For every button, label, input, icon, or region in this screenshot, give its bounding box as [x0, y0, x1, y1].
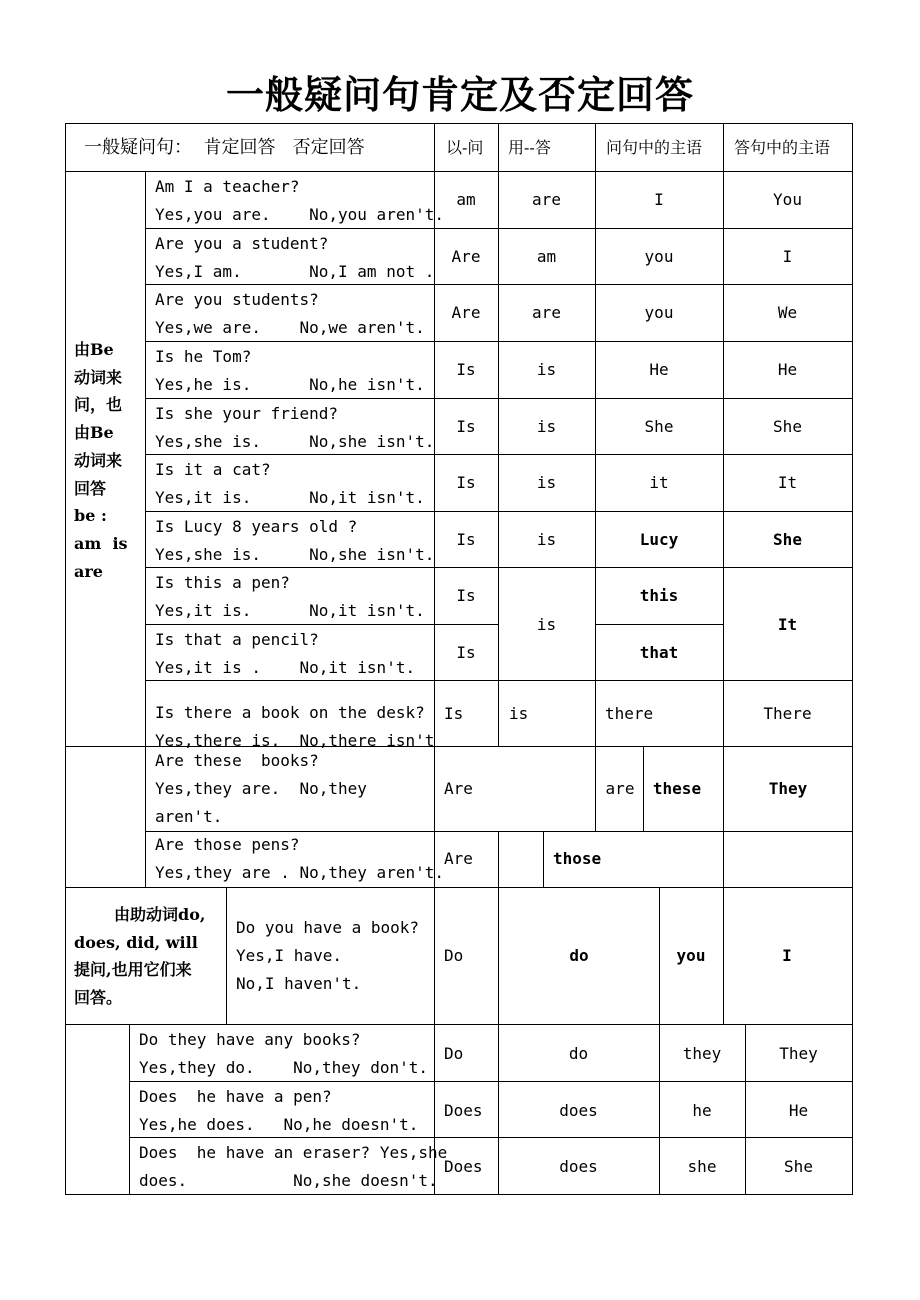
table-rule	[145, 454, 853, 455]
question-subject-cell: you	[676, 946, 706, 965]
question-subject-cell: Lucy	[639, 530, 679, 549]
answer-text: Yes,she is. No,she isn't.	[155, 432, 435, 451]
be-verb-group-label	[74, 336, 144, 585]
question-subject-cell: that	[639, 643, 679, 662]
side-line: 由Be	[74, 340, 114, 359]
answer-text: Yes,they are . No,they aren't.	[155, 863, 444, 882]
table-rule	[434, 1024, 435, 1195]
table-rule	[129, 1137, 853, 1138]
table-rule	[145, 680, 853, 681]
answer-text: Yes,he does. No,he doesn't.	[139, 1115, 419, 1134]
question-text: Are those pens?	[155, 835, 300, 854]
ask-with-cell: Are	[451, 247, 481, 266]
table-rule	[595, 123, 596, 172]
answer-subject-cell: I	[782, 946, 792, 965]
answer-subject-cell: You	[773, 190, 802, 209]
answer-with-cell: is	[509, 704, 529, 723]
side-line: 回答	[74, 478, 107, 498]
table-rule	[145, 567, 853, 568]
header-question-column: 一般疑问句： 肯定回答 否定回答	[84, 137, 365, 158]
answer-with-cell: am	[536, 247, 557, 266]
question-text: Are you a student?	[155, 234, 329, 253]
answer-text: Yes,it is. No,it isn't.	[155, 601, 425, 620]
ask-with-cell: Is	[444, 704, 464, 723]
question-subject-cell: this	[639, 586, 679, 605]
answer-with-cell: do	[568, 1044, 589, 1063]
question-subject-cell: it	[649, 473, 669, 492]
table-rule	[145, 341, 853, 342]
table-rule	[129, 1081, 853, 1082]
question-subject-cell: those	[553, 849, 602, 868]
table-rule	[65, 746, 146, 747]
answer-subject-cell: There	[763, 704, 812, 723]
question-subject-cell: I	[654, 190, 664, 209]
question-subject-cell: She	[644, 417, 674, 436]
side-line: 由Be	[74, 423, 114, 443]
question-subject-cell: they	[682, 1044, 722, 1063]
answer-text: Yes,it is . No,it isn't.	[155, 658, 416, 677]
answer-subject-cell: We	[777, 303, 798, 322]
question-subject-cell: He	[649, 360, 669, 379]
answer-with-cell: are	[532, 190, 561, 209]
table-rule	[543, 831, 544, 888]
ask-with-cell: Do	[444, 946, 464, 965]
ask-with-cell: Is	[456, 586, 476, 605]
question-text: Do you have a book?	[236, 918, 420, 937]
question-text: Is he Tom?	[155, 347, 252, 366]
table-rule	[498, 123, 499, 172]
question-subject-cell: these	[652, 779, 702, 798]
answer-subject-cell: He	[777, 360, 798, 379]
question-text: Are you students?	[155, 290, 319, 309]
side-line: 动词来	[74, 367, 123, 387]
answer-text: Yes,you are. No,you aren't.	[155, 205, 444, 224]
table-border-left	[65, 123, 66, 1195]
table-rule	[434, 887, 435, 1025]
answer-subject-cell: They	[779, 1044, 818, 1063]
table-rule	[65, 1024, 853, 1025]
side-line: are	[74, 561, 103, 581]
answer-with-cell: is	[536, 530, 557, 549]
answer-text: Yes,it is. No,it isn't.	[155, 488, 425, 507]
page-title: 一般疑问句肯定及否定回答	[225, 72, 694, 117]
question-subject-cell: he	[692, 1101, 712, 1120]
question-text: Does he have an eraser? Yes,she	[139, 1143, 448, 1162]
table-rule	[498, 831, 499, 888]
question-text: Are these books?	[155, 751, 319, 770]
ask-with-cell: Do	[444, 1044, 464, 1063]
side-line: 回答。	[74, 988, 123, 1008]
table-border-top	[65, 123, 853, 124]
ask-with-cell: Is	[456, 473, 476, 492]
question-subject-cell: you	[644, 247, 674, 266]
answer-subject-cell: She	[784, 1157, 813, 1176]
answer-with-cell: is	[536, 417, 557, 436]
question-text: Does he have a pen?	[139, 1087, 332, 1106]
side-line: 动词来	[74, 450, 123, 470]
answer-text: Yes,he is. No,he isn't.	[155, 375, 425, 394]
answer-text: No,I haven't.	[236, 974, 362, 993]
answer-with-cell: is	[536, 473, 557, 492]
question-text: Is she your friend?	[155, 404, 339, 423]
answer-with-cell: is	[536, 615, 557, 634]
ask-with-cell: Is	[456, 530, 476, 549]
table-rule	[65, 171, 853, 172]
table-rule	[145, 284, 853, 285]
table-rule	[145, 228, 853, 229]
header-answer-subject: 答句中的主语	[734, 138, 831, 157]
ask-with-cell: Are	[444, 849, 473, 868]
ask-with-cell: Is	[456, 417, 476, 436]
header-question-subject: 问句中的主语	[606, 138, 703, 157]
header-ask-with: 以-问	[446, 138, 484, 157]
auxiliary-verb-group-label	[74, 901, 224, 1012]
table-rule	[226, 887, 227, 1025]
ask-with-cell: Does	[444, 1101, 483, 1120]
side-line: be :	[74, 506, 107, 526]
question-subject-cell: she	[687, 1157, 717, 1176]
answer-with-cell: does	[559, 1157, 598, 1176]
answer-subject-cell: It	[777, 615, 798, 634]
ask-with-cell: Does	[444, 1157, 483, 1176]
answer-text: Yes,she is. No,she isn't.	[155, 545, 435, 564]
answer-subject-cell: She	[773, 530, 802, 549]
question-text: Do they have any books?	[139, 1030, 361, 1049]
question-subject-cell: there	[605, 704, 654, 723]
ask-with-cell: Is	[456, 643, 476, 662]
question-text: Is it a cat?	[155, 460, 271, 479]
answer-with-cell: do	[569, 946, 589, 965]
answer-with-cell: is	[536, 360, 557, 379]
ask-with-cell: am	[456, 190, 476, 209]
table-rule	[145, 171, 146, 888]
answer-subject-cell: He	[788, 1101, 809, 1120]
answer-subject-cell: They	[768, 779, 808, 798]
side-line: 由助动词do,	[114, 905, 206, 924]
answer-text: Yes,we are. No,we aren't.	[155, 318, 425, 337]
question-text: Is this a pen?	[155, 573, 290, 592]
answer-with-cell: are	[605, 779, 635, 798]
answer-text: Yes,I am. No,I am not .	[155, 262, 435, 281]
answer-text: Yes,they are. No,they	[155, 779, 367, 798]
ask-with-cell: Are	[451, 303, 481, 322]
side-line: am is	[74, 533, 128, 553]
question-text: Is Lucy 8 years old ?	[155, 517, 358, 536]
ask-with-cell: Are	[444, 779, 473, 798]
table-rule	[65, 887, 853, 888]
answer-text: Yes,there is. No,there isn't	[155, 731, 435, 750]
answer-text: aren't.	[155, 807, 223, 826]
table-border-bottom	[65, 1194, 853, 1195]
question-text: Is there a book on the desk?	[155, 703, 425, 722]
answer-text: Yes,they do. No,they don't.	[139, 1058, 428, 1077]
side-line: 问，也	[74, 395, 123, 415]
table-rule	[723, 123, 724, 172]
table-rule	[145, 398, 853, 399]
table-rule	[145, 831, 853, 832]
table-rule	[145, 511, 853, 512]
question-subject-cell: you	[644, 303, 674, 322]
header-answer-with: 用--答	[508, 138, 551, 157]
answer-with-cell: are	[532, 303, 561, 322]
side-line: 提问,也用它们来	[74, 960, 192, 980]
answer-subject-cell: She	[773, 417, 802, 436]
table-rule	[434, 123, 435, 172]
answer-subject-cell: I	[782, 247, 793, 266]
table-rule	[129, 1024, 130, 1195]
answer-text: does. No,she doesn't.	[139, 1171, 438, 1190]
question-text: Is that a pencil?	[155, 630, 319, 649]
answer-subject-cell: It	[777, 473, 798, 492]
table-rule	[723, 831, 724, 888]
side-line: does, did, will	[74, 932, 198, 952]
ask-with-cell: Is	[456, 360, 476, 379]
answer-with-cell: does	[559, 1101, 598, 1120]
answer-text: Yes,I have.	[236, 946, 342, 965]
question-text: Am I a teacher?	[155, 177, 300, 196]
